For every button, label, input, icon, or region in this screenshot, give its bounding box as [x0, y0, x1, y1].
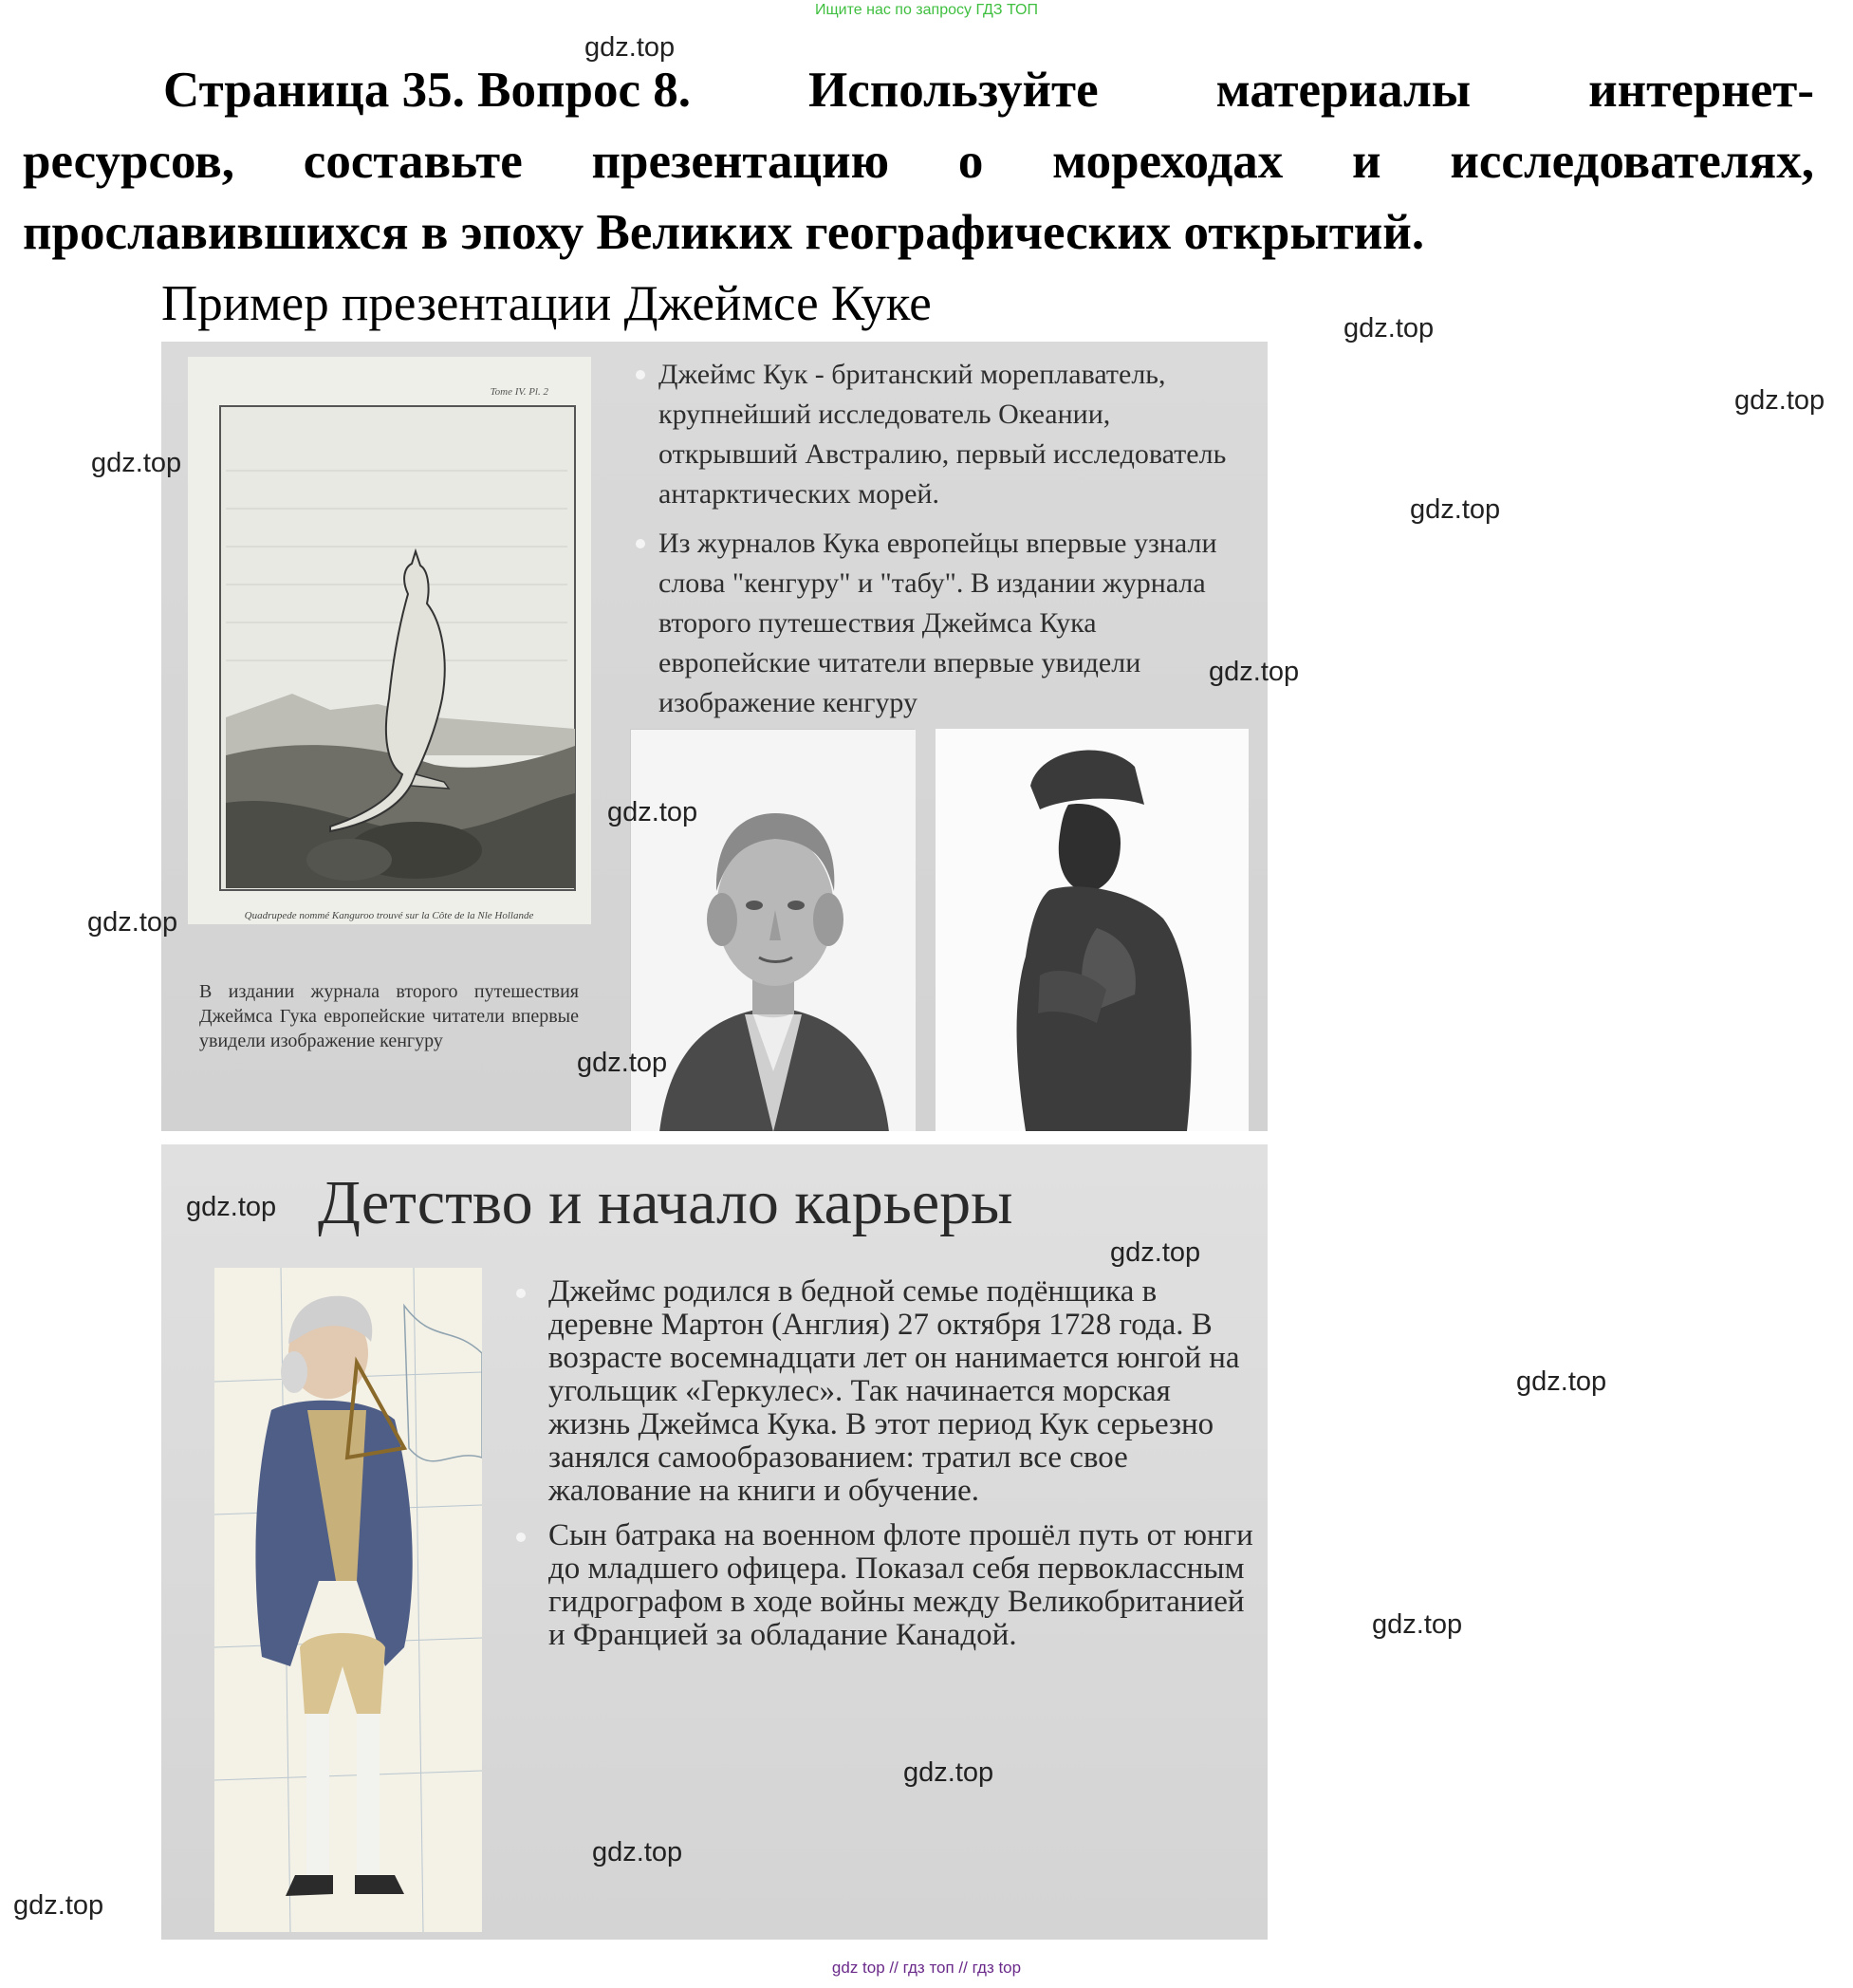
question-word: составьте: [303, 134, 523, 189]
question-word: мореходах: [1052, 134, 1284, 189]
watermark: gdz.top: [1734, 385, 1825, 416]
slide-2-text: [516, 1275, 1258, 1663]
watermark: gdz.top: [1110, 1237, 1201, 1268]
question-word: исследователях,: [1450, 134, 1814, 189]
engraving-corner-text: Tome IV. Pl. 2: [490, 386, 548, 398]
question-line-2: [23, 126, 1814, 197]
question-text: [23, 55, 1814, 269]
question-word: и: [1352, 134, 1381, 189]
question-line-1: [23, 55, 1814, 126]
slide-1-paragraph: Джеймс Кук - британский мореплаватель, крупнейший исследователь Океании, открывший Австралию, первый исследователь антарктических морей.: [636, 355, 1252, 514]
question-word: презентацию: [591, 134, 890, 189]
question-word: материалы: [1215, 63, 1472, 118]
question-word: Используйте: [807, 63, 1099, 118]
watermark: gdz.top: [91, 448, 182, 478]
slide-2-paragraph: Сын батрака на военном флоте прошёл путь от юнги до младшего офицера. Показал себя первоклассным гидрографом в ходе войны между Великобританией и Францией за обладание Канадой.: [516, 1519, 1258, 1652]
watermark: gdz.top: [584, 32, 676, 63]
watermark: gdz.top: [13, 1890, 104, 1921]
slide-1-paragraph: Из журналов Кука европейцы впервые узнали слова "кенгуру" и "табу". В издании журнала второго путешествия Джеймса Кука европейские читатели впервые увидели изображение кенгуру: [636, 524, 1252, 723]
cook-with-sextant-image: [214, 1268, 482, 1932]
watermark: gdz.top: [186, 1192, 277, 1222]
watermark: gdz.top: [903, 1757, 994, 1788]
slide-2-paragraph: Джеймс родился в бедной семье подёнщика в деревне Мартон (Англия) 27 октября 1728 года. В возрасте восемнадцати лет он нанимается юнгой на угольщик «Геркулес». Так начинается морская жизнь Джеймса Кука. В этот период Кук серьезно занялся самообразованием: тратил все свое жалование на книги и обучение.: [516, 1275, 1258, 1508]
slide-1: [161, 342, 1268, 1131]
slide-2-title: Детство и начало карьеры: [318, 1168, 1013, 1237]
cook-statue-image: [936, 729, 1249, 1131]
engraving-caption: Quadrupede nommé Kanguroo trouvé sur la Côte de la Nle Hollande: [244, 910, 534, 921]
slide-2: [161, 1144, 1268, 1940]
slide-1-text: [636, 355, 1252, 733]
watermark: gdz.top: [1516, 1366, 1607, 1397]
watermark: gdz.top: [592, 1837, 683, 1867]
question-word: о: [957, 134, 984, 189]
watermark: gdz.top: [577, 1048, 668, 1078]
top-banner: Ищите нас по запросу ГДЗ ТОП: [815, 2, 1038, 18]
watermark: gdz.top: [607, 797, 698, 827]
question-word: ресурсов,: [23, 134, 235, 189]
question-line-3: прославившихся в эпоху Великих географических открытий.: [23, 205, 1425, 260]
example-title: Пример презентации Джеймсе Куке: [161, 276, 932, 331]
question-word: Страница 35. Вопрос 8.: [163, 63, 691, 118]
watermark: gdz.top: [1343, 313, 1435, 344]
bottom-banner: gdz top // гдз топ // гдз top: [831, 1959, 1022, 1977]
cook-portrait-image: [630, 729, 915, 1131]
watermark: gdz.top: [87, 907, 178, 938]
watermark: gdz.top: [1372, 1609, 1463, 1640]
watermark: gdz.top: [1410, 494, 1501, 525]
kangaroo-engraving-image: [188, 357, 591, 924]
engraving-description: В издании журнала второго путешествия Джеймса Гука европейские читатели впервые увидели изображение кенгуру: [199, 981, 579, 1051]
watermark: gdz.top: [1209, 657, 1300, 687]
question-word: интернет-: [1588, 63, 1814, 118]
